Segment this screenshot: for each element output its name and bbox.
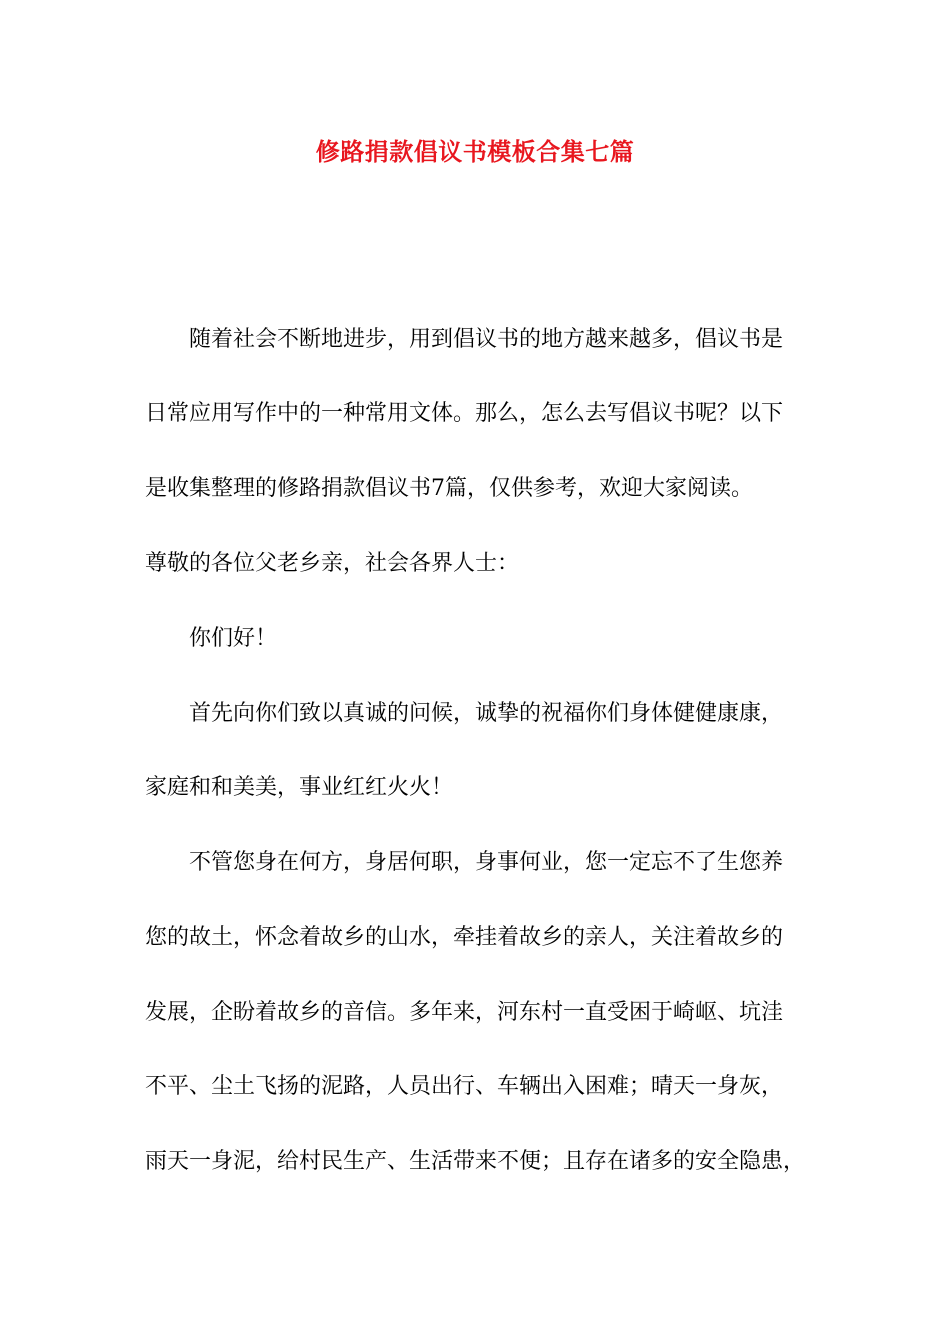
paragraph-line: 随着社会不断地进步，用到倡议书的地方越来越多，倡议书是 — [189, 327, 784, 352]
paragraph-line: 是收集整理的修路捐款倡议书7篇，仅供参考，欢迎大家阅读。 — [145, 476, 753, 501]
paragraph-line: 首先向你们致以真诚的问候，诚挚的祝福你们身体健健康康， — [189, 701, 784, 726]
greeting-line: 你们好！ — [189, 626, 278, 651]
salutation-line: 尊敬的各位父老乡亲，社会各界人士： — [145, 551, 520, 576]
paragraph-line: 不平、尘土飞扬的泥路，人员出行、车辆出入困难；晴天一身灰， — [145, 1074, 784, 1099]
paragraph-line: 您的故土，怀念着故乡的山水，牵挂着故乡的亲人，关注着故乡的 — [145, 925, 784, 950]
paragraph-line: 家庭和和美美，事业红红火火！ — [145, 775, 454, 800]
paragraph-line: 日常应用写作中的一种常用文体。那么，怎么去写倡议书呢？以下 — [145, 401, 784, 426]
paragraph-line: 不管您身在何方，身居何职，身事何业，您一定忘不了生您养 — [189, 850, 784, 875]
paragraph-line: 发展，企盼着故乡的音信。多年来，河东村一直受困于崎岖、坑洼 — [145, 1000, 784, 1025]
paragraph-line: 雨天一身泥，给村民生产、生活带来不便；且存在诸多的安全隐患， — [145, 1149, 806, 1174]
document-title: 修路捐款倡议书模板合集七篇 — [315, 137, 635, 166]
